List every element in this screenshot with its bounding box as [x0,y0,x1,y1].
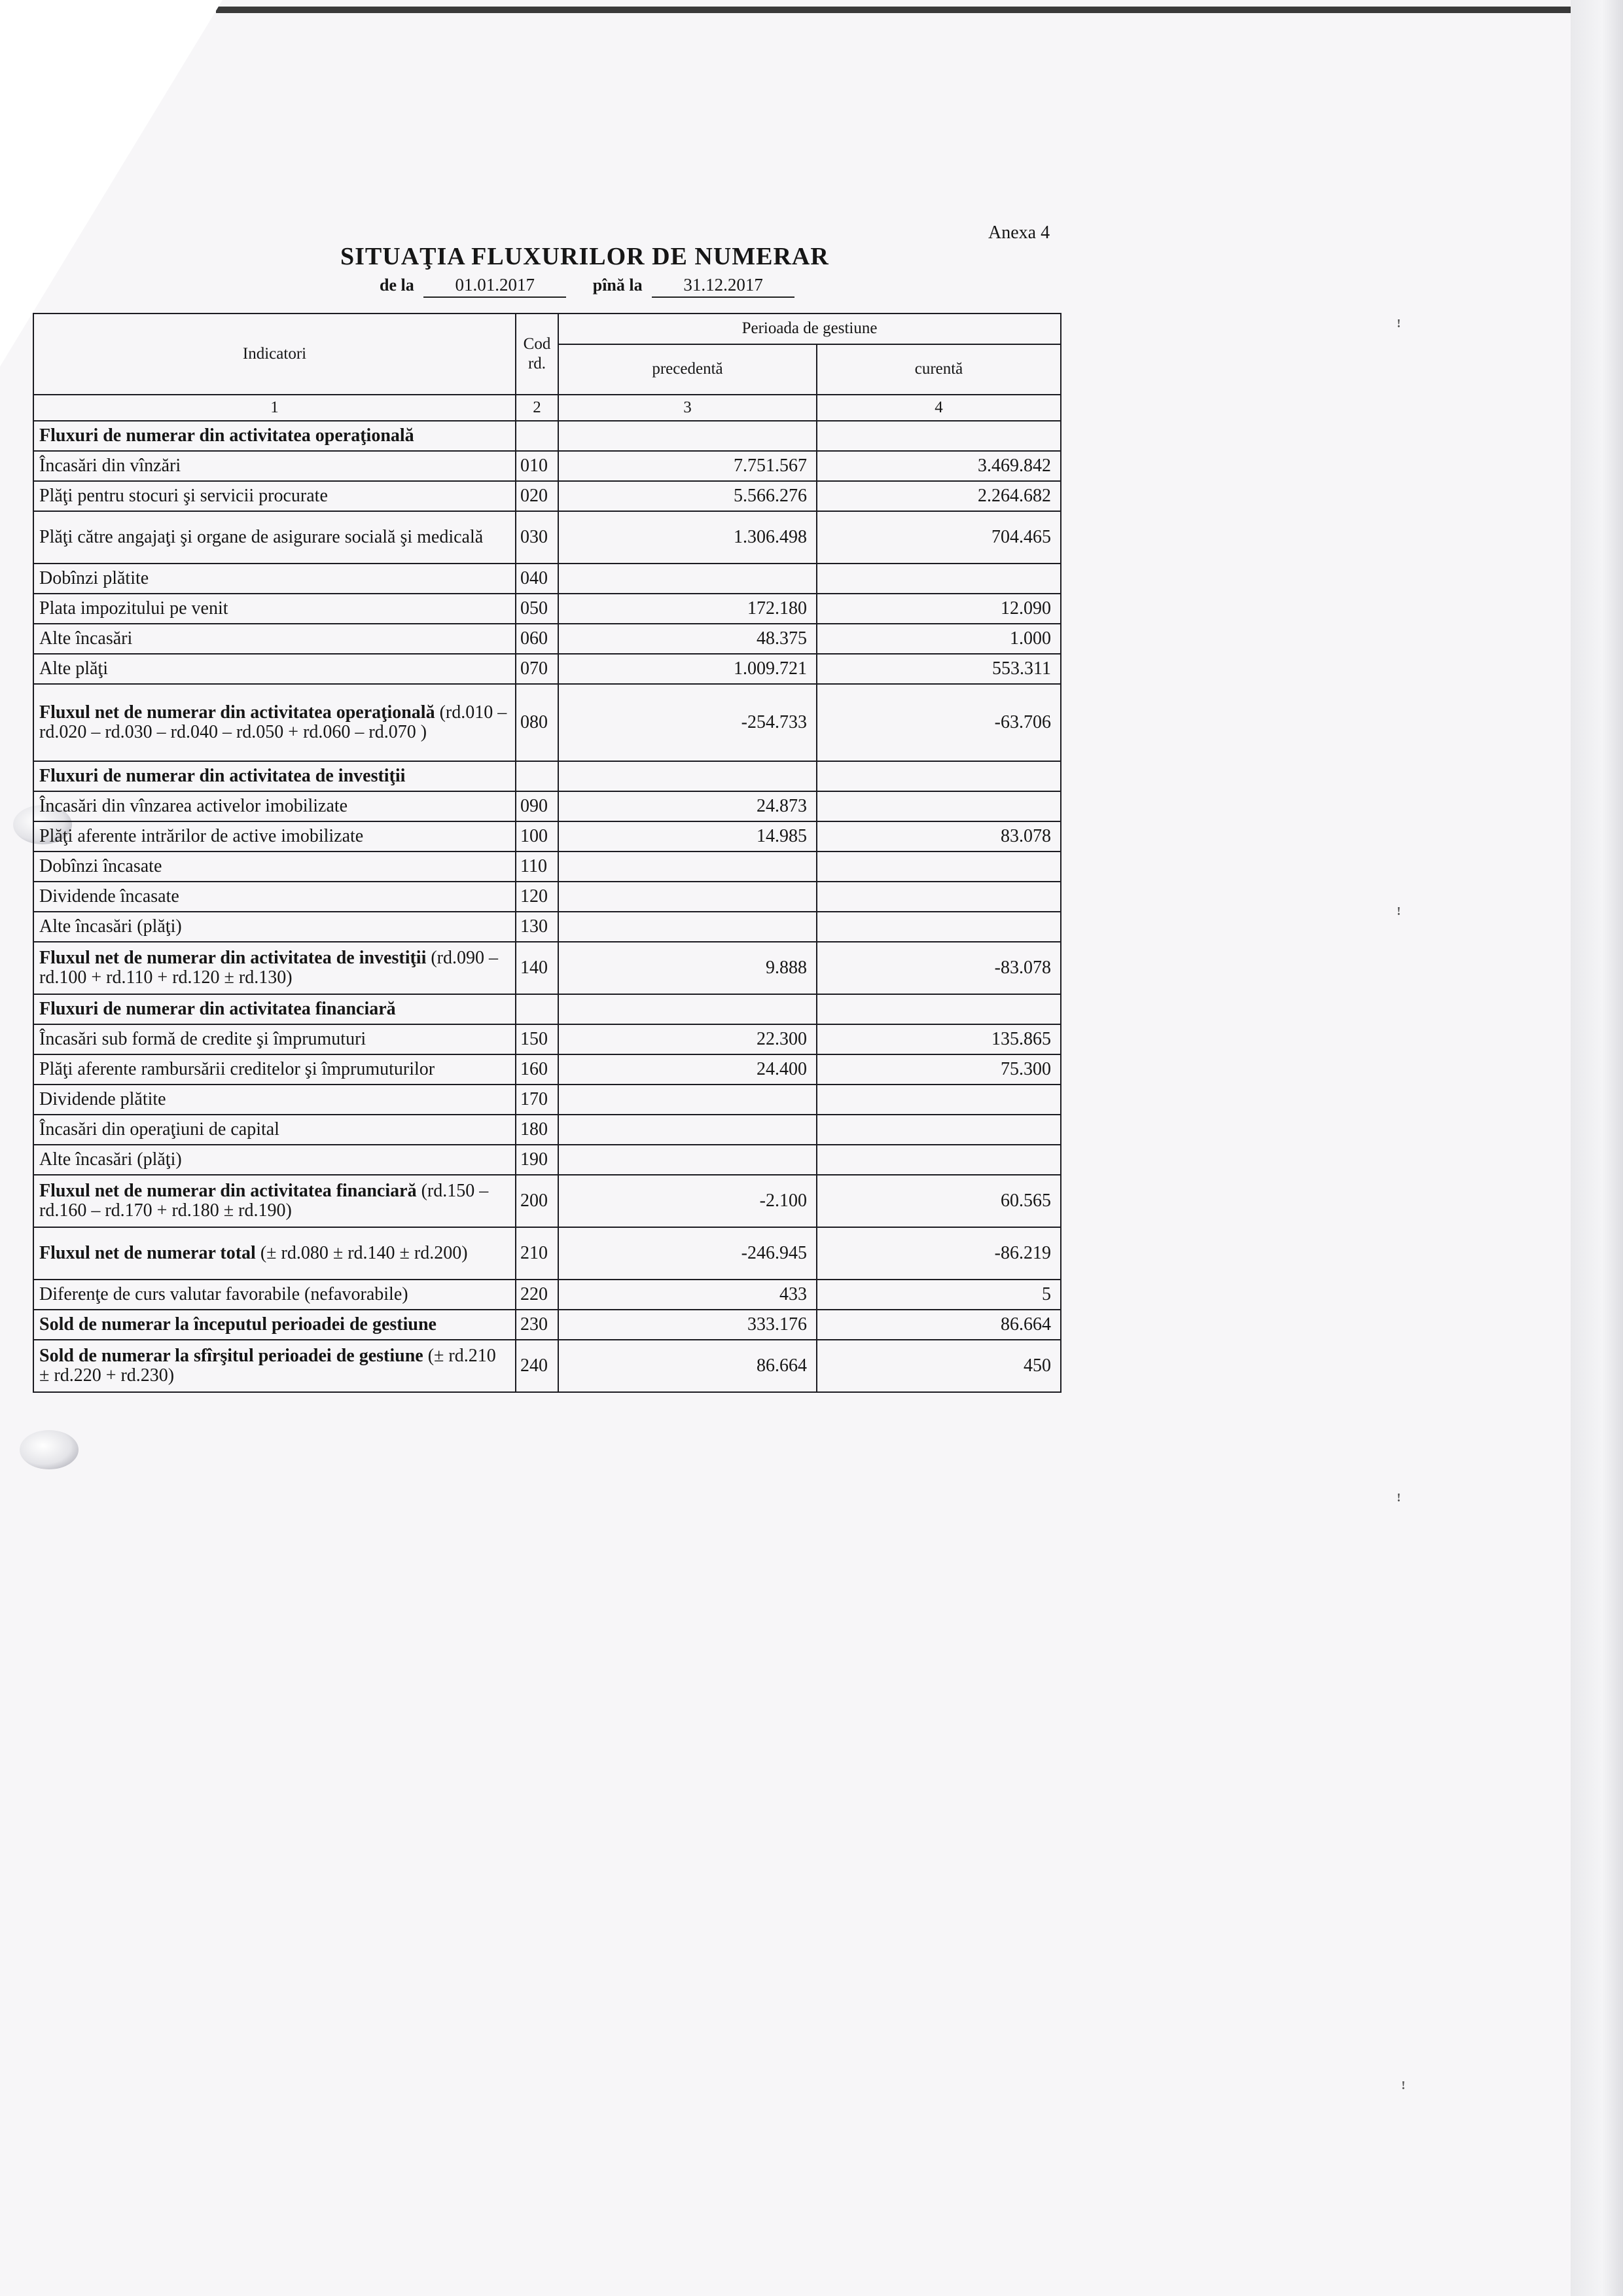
indicator-text: Alte încasări (plăţi) [39,1149,182,1170]
indicator-text: Fluxul net de numerar total [39,1243,256,1263]
table-row [33,1085,1061,1115]
row-code [516,421,558,451]
row-code: 120 [516,882,558,912]
table-row [33,684,1061,761]
indicator-text: Încasări din vînzarea activelor imobilizate [39,796,348,816]
page-margin-strip [1571,0,1623,2296]
period-from-label: de la [380,276,414,295]
indicator-text: Încasări sub formă de credite şi împrumuturi [39,1029,366,1049]
indicator-text: Plăţi pentru stocuri şi servicii procurate [39,486,328,506]
indicator-label [33,1227,516,1280]
value-current: 3.469.842 [817,451,1061,481]
indicator-label [33,654,516,684]
indicator-text: Plăţi aferente rambursării creditelor şi împrumuturilor [39,1059,435,1079]
table-row [33,451,1061,481]
value-current: -86.219 [817,1227,1061,1280]
row-code: 050 [516,594,558,624]
value-previous [558,1085,817,1115]
indicator-label [33,511,516,564]
header-indicators: Indicatori [33,314,516,395]
indicator-text: Fluxul net de numerar din activitatea financiară [39,1181,417,1201]
indicator-label [33,791,516,821]
row-code: 030 [516,511,558,564]
value-previous: 24.400 [558,1054,817,1085]
value-previous [558,882,817,912]
table-row [33,564,1061,594]
indicator-text: Fluxul net de numerar din activitatea de investiţii [39,948,427,968]
value-previous: 14.985 [558,821,817,852]
margin-mark: ꜝ [1396,319,1402,338]
table-row [33,1175,1061,1227]
indicator-text: Plăţi aferente intrărilor de active imobilizate [39,826,364,846]
row-code: 140 [516,942,558,994]
value-previous: 24.873 [558,791,817,821]
indicator-text: Plata impozitului pe venit [39,598,228,619]
value-previous [558,1115,817,1145]
indicator-label [33,1085,516,1115]
indicator-text: Sold de numerar la sfîrşitul perioadei de gestiune [39,1346,423,1366]
value-current: 450 [817,1340,1061,1392]
indicator-formula: (rd.010 – rd.020 – rd.030 – rd.040 – rd.050 + rd.060 – rd.070 ) [39,702,507,742]
page-edge [216,7,1571,13]
indicator-label [33,1115,516,1145]
value-previous: 86.664 [558,1340,817,1392]
value-current: 60.565 [817,1175,1061,1227]
indicator-label [33,912,516,942]
row-code: 170 [516,1085,558,1115]
column-number: 4 [817,395,1061,421]
indicator-label [33,451,516,481]
table-row [33,594,1061,624]
value-current: 83.078 [817,821,1061,852]
indicator-label [33,942,516,994]
row-code: 010 [516,451,558,481]
indicator-text: Sold de numerar la începutul perioadei de gestiune [39,1314,437,1335]
value-previous [558,1145,817,1175]
value-current [817,882,1061,912]
column-number-row [33,395,1061,421]
row-code [516,761,558,791]
indicator-label [33,564,516,594]
indicator-label [33,1310,516,1340]
value-current: 2.264.682 [817,481,1061,511]
table-row [33,791,1061,821]
indicator-label [33,1340,516,1392]
section-header-row [33,761,1061,791]
punch-hole [20,1430,79,1469]
table-row [33,1280,1061,1310]
row-code [516,994,558,1024]
indicator-text: Dobînzi plătite [39,568,149,588]
value-current: -63.706 [817,684,1061,761]
indicator-label [33,761,516,791]
value-previous: 333.176 [558,1310,817,1340]
row-code: 230 [516,1310,558,1340]
row-code: 220 [516,1280,558,1310]
value-previous [558,564,817,594]
folded-corner [0,0,223,367]
row-code: 070 [516,654,558,684]
value-current: 553.311 [817,654,1061,684]
indicator-label [33,1024,516,1054]
margin-mark: ꜝ [1396,907,1402,926]
table-row [33,852,1061,882]
table-row [33,1310,1061,1340]
value-current [817,564,1061,594]
table-row [33,654,1061,684]
value-current [817,852,1061,882]
indicator-text: Diferenţe de curs valutar favorabile (nefavorabile) [39,1284,408,1304]
value-current [817,1115,1061,1145]
period-to-value: 31.12.2017 [652,275,794,298]
value-current [817,421,1061,451]
period-from-value: 01.01.2017 [423,275,566,298]
indicator-text: Dividende încasate [39,886,179,906]
indicator-label [33,594,516,624]
value-previous [558,852,817,882]
indicator-label [33,1145,516,1175]
indicator-label [33,684,516,761]
header-current: curentă [817,344,1061,395]
value-previous [558,761,817,791]
value-previous: 7.751.567 [558,451,817,481]
table-row [33,1227,1061,1280]
value-previous: 1.009.721 [558,654,817,684]
value-previous [558,421,817,451]
indicator-text: Fluxuri de numerar din activitatea operaţională [39,425,414,446]
column-number: 1 [33,395,516,421]
value-current: 86.664 [817,1310,1061,1340]
value-current: 5 [817,1280,1061,1310]
indicator-label [33,1175,516,1227]
period-to-label: pînă la [592,276,643,295]
table-row [33,1024,1061,1054]
indicator-text: Fluxul net de numerar din activitatea operaţională [39,702,435,723]
indicator-text: Dividende plătite [39,1089,166,1109]
value-previous: 433 [558,1280,817,1310]
cash-flow-table [33,313,1061,1393]
indicator-text: Fluxuri de numerar din activitatea de investiţii [39,766,406,786]
table-row [33,821,1061,852]
value-current: 1.000 [817,624,1061,654]
reporting-period [380,275,817,298]
value-current [817,912,1061,942]
value-current: 135.865 [817,1024,1061,1054]
row-code: 130 [516,912,558,942]
indicator-label [33,852,516,882]
table-row [33,1340,1061,1392]
value-current: 75.300 [817,1054,1061,1085]
header-period-group: Perioada de gestiune [558,314,1061,344]
indicator-text: Alte încasări (plăţi) [39,916,182,937]
row-code: 020 [516,481,558,511]
row-code: 040 [516,564,558,594]
table-row [33,1054,1061,1085]
indicator-text: Încasări din operaţiuni de capital [39,1119,279,1139]
table-row [33,942,1061,994]
indicator-text: Alte plăţi [39,658,108,679]
value-previous: 172.180 [558,594,817,624]
indicator-label [33,1280,516,1310]
indicator-label [33,1054,516,1085]
value-current [817,761,1061,791]
indicator-formula: (rd.150 – rd.160 – rd.170 + rd.180 ± rd.190) [39,1181,489,1221]
row-code: 160 [516,1054,558,1085]
header-code: Cod rd. [516,314,558,395]
value-previous: -254.733 [558,684,817,761]
row-code: 150 [516,1024,558,1054]
row-code: 240 [516,1340,558,1392]
table-row [33,511,1061,564]
table-row [33,1115,1061,1145]
value-current [817,994,1061,1024]
value-current [817,791,1061,821]
indicator-label [33,821,516,852]
indicator-formula: (± rd.210 ± rd.220 + rd.230) [39,1346,496,1386]
indicator-text: Alte încasări [39,628,133,649]
value-previous: -2.100 [558,1175,817,1227]
indicator-text: Dobînzi încasate [39,856,162,876]
row-code: 180 [516,1115,558,1145]
row-code: 200 [516,1175,558,1227]
indicator-formula: (± rd.080 ± rd.140 ± rd.200) [260,1243,468,1263]
row-code: 110 [516,852,558,882]
indicator-formula: (rd.090 – rd.100 + rd.110 + rd.120 ± rd.130) [39,948,499,988]
value-current: -83.078 [817,942,1061,994]
value-previous: 48.375 [558,624,817,654]
section-header-row [33,994,1061,1024]
value-previous [558,912,817,942]
indicator-label [33,882,516,912]
table-row [33,882,1061,912]
table-row [33,1145,1061,1175]
table-row [33,481,1061,511]
annex-label: Anexa 4 [988,223,1050,243]
row-code: 190 [516,1145,558,1175]
indicator-text: Plăţi către angajaţi şi organe de asigurare socială şi medicală [39,527,484,547]
value-current: 704.465 [817,511,1061,564]
table-row [33,624,1061,654]
indicator-label [33,421,516,451]
table-header-row [33,314,1061,344]
row-code: 100 [516,821,558,852]
page-title: SITUAŢIA FLUXURILOR DE NUMERAR [340,243,829,270]
value-previous [558,994,817,1024]
indicator-label [33,994,516,1024]
value-previous: 9.888 [558,942,817,994]
indicator-label [33,624,516,654]
value-previous: 1.306.498 [558,511,817,564]
value-previous: 5.566.276 [558,481,817,511]
header-previous: precedentă [558,344,817,395]
margin-mark: ꜝ [1396,1494,1402,1513]
section-header-row [33,421,1061,451]
margin-mark: ꜝ [1400,2081,1406,2100]
value-current [817,1145,1061,1175]
row-code: 080 [516,684,558,761]
indicator-text: Încasări din vînzări [39,456,181,476]
row-code: 210 [516,1227,558,1280]
value-current: 12.090 [817,594,1061,624]
value-previous: -246.945 [558,1227,817,1280]
column-number: 3 [558,395,817,421]
indicator-text: Fluxuri de numerar din activitatea financiară [39,999,396,1019]
indicator-label [33,481,516,511]
table-row [33,912,1061,942]
value-previous: 22.300 [558,1024,817,1054]
value-current [817,1085,1061,1115]
column-number: 2 [516,395,558,421]
row-code: 090 [516,791,558,821]
row-code: 060 [516,624,558,654]
